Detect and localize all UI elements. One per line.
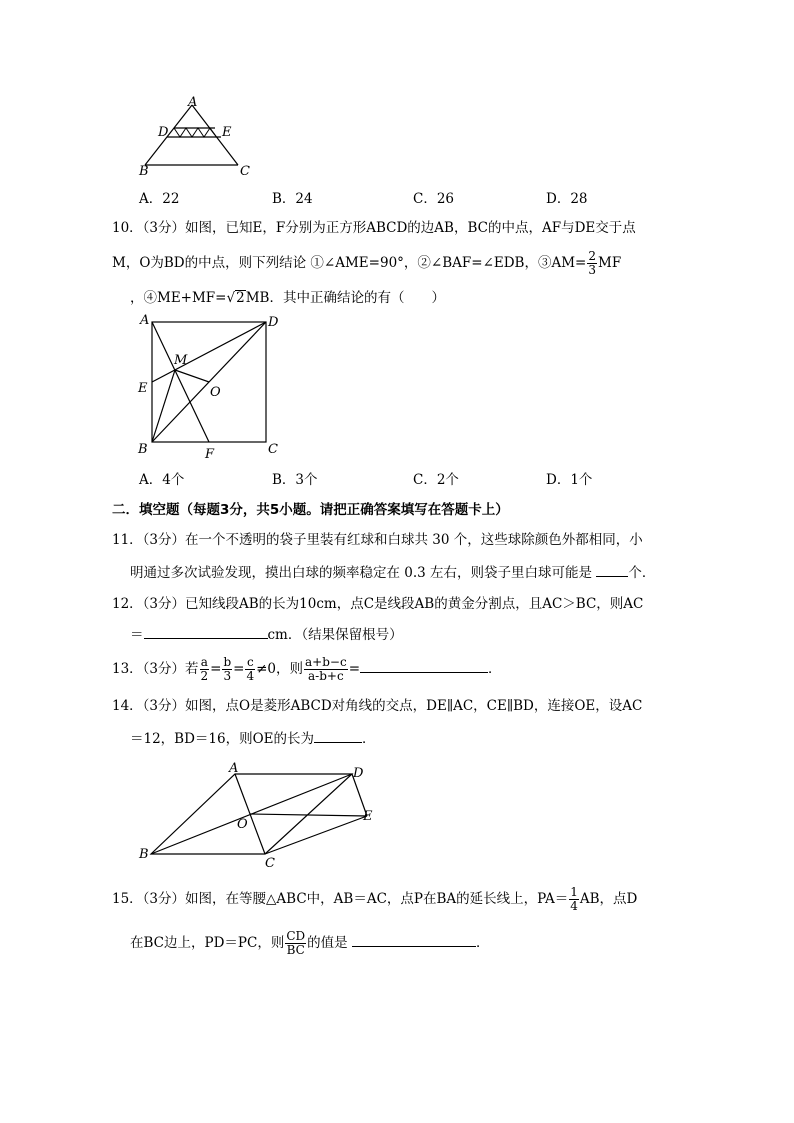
q15-line-2-text: 在BC边上，PD＝PC，则 xyxy=(130,935,285,951)
q15-line-1-text: 15．（3分）如图，在等腰△ABC中，AB＝AC，点P在BA的延长线上，PA＝ xyxy=(112,891,569,907)
q11-line-2-text: 明通过多次试验发现，摸出白球的频率稳定在 0.3 左右，则袋子里白球可能是 xyxy=(130,565,597,581)
q10-fraction-2-3: $\frac{2}{3}$ xyxy=(588,249,596,277)
q10-line-3-end: MB．其中正确结论的有（ ） xyxy=(245,290,445,306)
q10-option-a: A．4个 xyxy=(139,472,185,488)
q11-line-2 xyxy=(130,562,655,583)
q13-suffix: ． xyxy=(488,661,502,677)
q14-line-2 xyxy=(130,728,376,749)
q14-label-a: A xyxy=(229,761,239,776)
sqrt-icon: √ xyxy=(226,290,236,306)
q9-triangle-figure xyxy=(130,95,260,180)
q9-option-b: B．24 xyxy=(272,191,313,207)
q10-option-c: C．2个 xyxy=(413,472,459,488)
q13-eq-1: = xyxy=(210,661,222,677)
q14-rhombus-figure xyxy=(135,758,385,870)
q12-answer-blank[interactable] xyxy=(144,624,268,639)
q11-line-2-end: 个． xyxy=(628,565,656,581)
q13-eq-3: = xyxy=(348,661,361,677)
q13-prefix: 13．（3分）若 xyxy=(112,661,199,677)
q12-line-2 xyxy=(130,624,403,645)
q14-line-2-end: ． xyxy=(362,731,376,747)
q14-line-1: 14．（3分）如图，点O是菱形ABCD对角线的交点，DE∥AC，CE∥BD，连接OE，设AC xyxy=(112,698,643,714)
q10-label-e: E xyxy=(138,381,148,396)
q10-sqrt-arg: 2 xyxy=(236,290,245,306)
q10-label-d: D xyxy=(268,315,279,330)
q10-label-a: A xyxy=(140,313,150,328)
q14-label-o: O xyxy=(237,817,248,832)
q11-line-1: 11．（3分）在一个不透明的袋子里装有红球和白球共 30 个，这些球除颜色外都相同，小 xyxy=(112,532,643,548)
q10-label-b: B xyxy=(138,442,148,457)
q13-line xyxy=(112,656,502,683)
q13-fraction-expr: $\frac{a+b-c}{a-b+c}$ xyxy=(305,655,347,683)
q9-option-a: A．22 xyxy=(139,191,180,207)
q15-line-1-end: AB，点D xyxy=(579,891,638,907)
section-fill-in-heading: 二．填空题（每题3分，共5小题。请把正确答案填写在答题卡上） xyxy=(112,502,509,518)
q13-eq-2: = xyxy=(233,661,245,677)
q10-label-c: C xyxy=(268,442,278,457)
q9-label-c: C xyxy=(240,164,250,179)
q14-label-d: D xyxy=(353,766,364,781)
q14-label-b: B xyxy=(139,847,149,862)
q14-answer-blank[interactable] xyxy=(314,728,362,743)
q15-answer-blank[interactable] xyxy=(352,932,476,947)
q12-line-1: 12．（3分）已知线段AB的长为10cm，点C是线段AB的黄金分割点，且AC＞BC，则AC xyxy=(112,596,644,612)
q10-line-1: 10．（3分）如图，已知E，F分别为正方形ABCD的边AB，BC的中点，AF与DE交于点 xyxy=(112,220,636,236)
q10-line-2 xyxy=(112,250,621,277)
q10-option-d: D．1个 xyxy=(546,472,593,488)
q15-line-2-mid: 的值是 xyxy=(307,935,352,951)
q10-label-o: O xyxy=(210,385,221,400)
q13-answer-blank[interactable] xyxy=(360,658,488,673)
q10-line-2-end: MF xyxy=(598,255,622,271)
q11-answer-blank[interactable] xyxy=(596,562,628,577)
q15-fraction-1-4: $\frac{1}{4}$ xyxy=(570,885,578,913)
q10-line-3-text: ，④ME+MF= xyxy=(130,290,227,306)
q9-label-e: E xyxy=(222,125,232,140)
q9-label-a: A xyxy=(188,95,198,110)
q14-label-e: E xyxy=(363,809,373,824)
q15-line-2-end: ． xyxy=(475,935,490,951)
q10-option-b: B．3个 xyxy=(272,472,318,488)
q12-line-2-text: ＝ xyxy=(130,627,144,643)
q9-option-d: D．28 xyxy=(546,191,588,207)
q12-line-2-end: cm．（结果保留根号） xyxy=(267,627,403,643)
q9-label-b: B xyxy=(139,164,149,179)
q10-square-figure xyxy=(130,310,290,460)
q15-line-2 xyxy=(130,930,489,957)
q14-label-c: C xyxy=(265,856,275,870)
q10-line-2-text: M，O为BD的中点，则下列结论 ①∠AME=90°，②∠BAF=∠EDB，③AM= xyxy=(112,255,587,271)
q13-fraction-a-2: $\frac{a}{2}$ xyxy=(200,655,209,683)
q15-fraction-cd-bc: $\frac{CD}{BC}$ xyxy=(286,929,306,957)
q10-line-3 xyxy=(130,288,445,308)
q10-label-m: M xyxy=(174,353,188,368)
q9-option-c: C．26 xyxy=(413,191,455,207)
q13-ne-text: ≠0，则 xyxy=(256,661,304,677)
q13-fraction-b-3: $\frac{b}{3}$ xyxy=(223,655,232,683)
q14-line-2-text: ＝12，BD＝16，则OE的长为 xyxy=(130,731,315,747)
q10-label-f: F xyxy=(205,447,215,460)
q13-fraction-c-4: $\frac{c}{4}$ xyxy=(246,655,255,683)
q9-label-d: D xyxy=(158,125,169,140)
q15-line-1 xyxy=(112,886,637,913)
